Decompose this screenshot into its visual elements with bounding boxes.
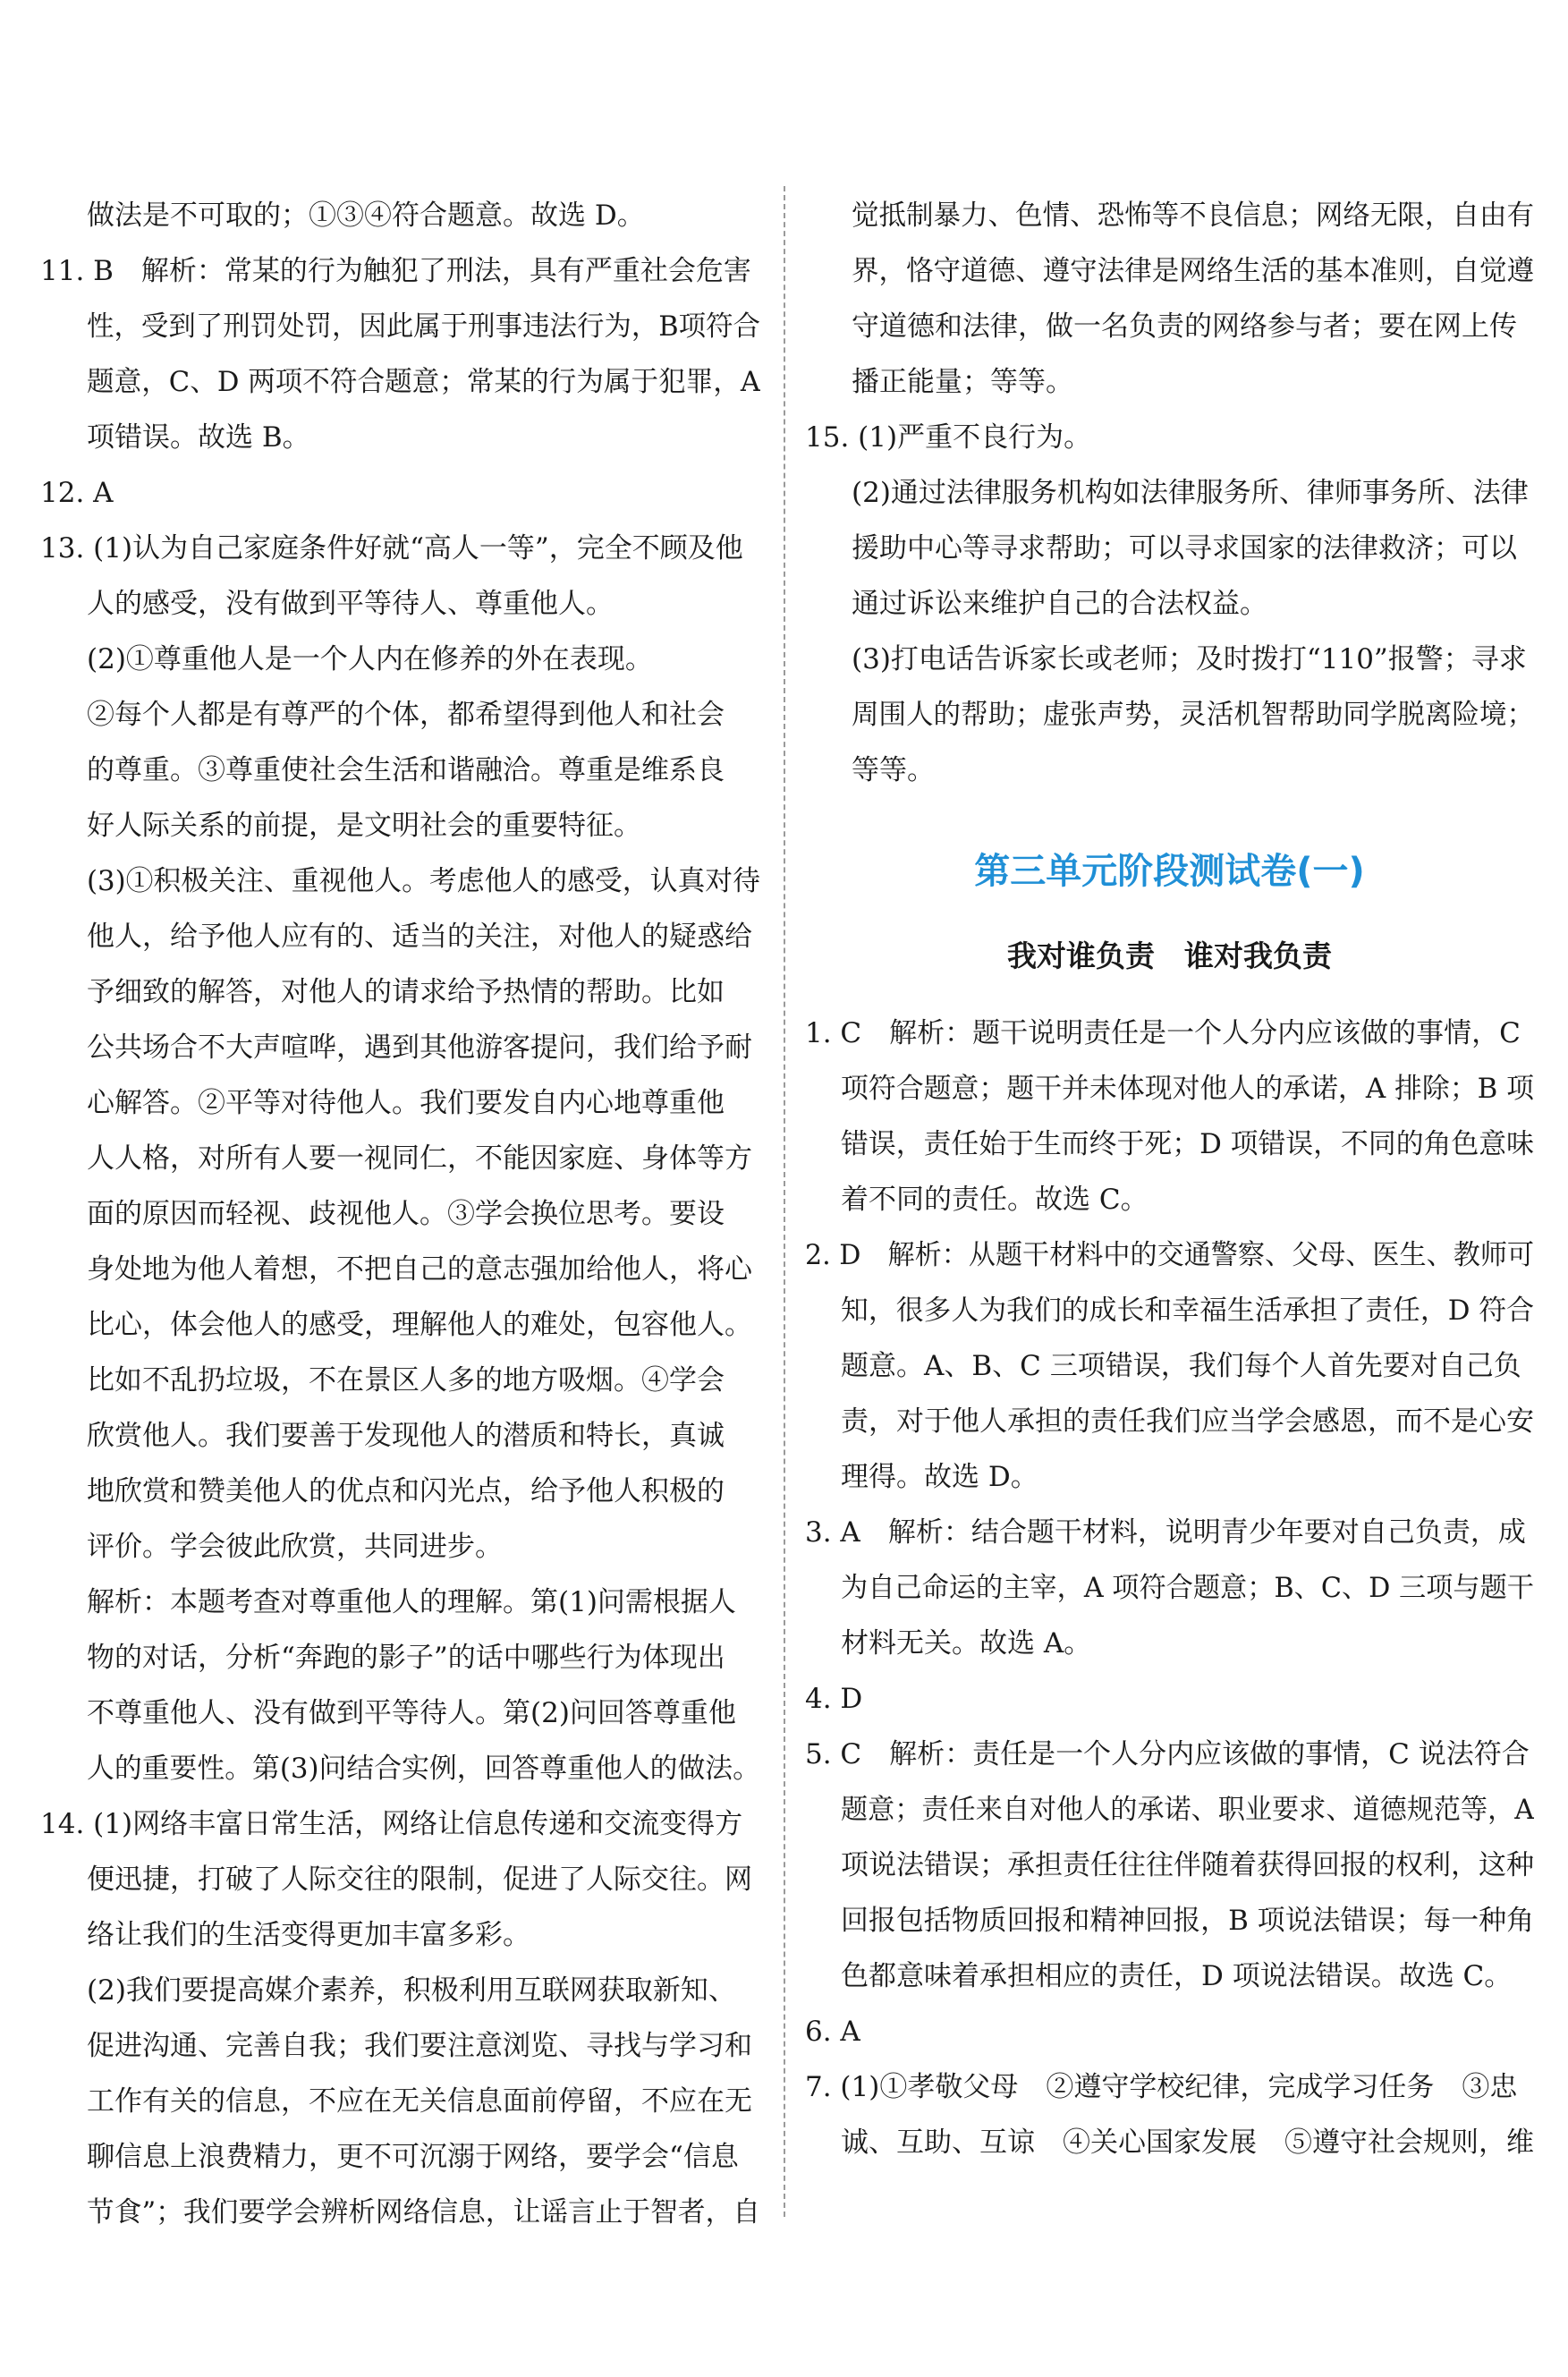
right-answers-continued — [805, 188, 1534, 798]
line-text: 性，受到了刑罚处罚，因此属于刑事违法行为，B项符合 — [87, 310, 760, 343]
text-line — [40, 1963, 760, 2018]
line-text: 题意，C、D 两项不符合题意；常某的行为属于犯罪，A — [87, 366, 760, 398]
text-line — [805, 2004, 1534, 2059]
text-line — [805, 2115, 1534, 2170]
line-text: 公共场合不大声喧哗，遇到其他游客提问，我们给予耐 — [87, 1031, 752, 1064]
text-line — [805, 1449, 1534, 1505]
line-text: 人人格，对所有人要一视同仁，不能因家庭、身体等方 — [87, 1142, 752, 1175]
text-line — [805, 1671, 1534, 1727]
line-text: 比心，体会他人的感受，理解他人的难处，包容他人。 — [87, 1309, 752, 1341]
line-text: 促进沟通、完善自我；我们要注意浏览、寻找与学习和 — [87, 2030, 752, 2062]
line-text: 14. (1)网络丰富日常生活，网络让信息传递和交流变得方 — [40, 1808, 743, 1840]
line-text: 援助中心等寻求帮助；可以寻求国家的法律救济；可以 — [852, 532, 1517, 565]
line-text: 做法是不可取的；①③④符合题意。故选 D。 — [87, 199, 645, 232]
text-line — [40, 2185, 760, 2240]
text-line — [40, 1575, 760, 1630]
line-text: 工作有关的信息，不应在无关信息面前停留，不应在无 — [87, 2085, 752, 2118]
line-text: 4. D — [805, 1683, 863, 1715]
text-line — [40, 798, 760, 853]
text-line — [40, 2129, 760, 2185]
line-text: 人的重要性。第(3)问结合实例，回答尊重他人的做法。 — [87, 1753, 760, 1785]
section-subtitle: 我对谁负责 谁对我负责 — [1007, 938, 1332, 973]
line-text: 12. A — [40, 477, 114, 509]
line-text: 项符合题意；题干并未体现对他人的承诺，A 排除；B 项 — [841, 1073, 1534, 1105]
line-text: 13. (1)认为自己家庭条件好就“高人一等”，完全不顾及他 — [40, 532, 743, 565]
line-text: 好人际关系的前提，是文明社会的重要特征。 — [87, 810, 641, 842]
text-line — [805, 1893, 1534, 1948]
text-line — [40, 909, 760, 964]
line-text: 他人，给予他人应有的、适当的关注，对他人的疑惑给 — [87, 921, 752, 953]
text-line — [40, 465, 760, 521]
text-line — [805, 576, 1534, 632]
text-line — [40, 354, 760, 410]
text-line — [40, 243, 760, 299]
line-text: 2. D 解析：从题干材料中的交通警察、父母、医生、教师可 — [805, 1239, 1534, 1271]
text-line — [805, 1283, 1534, 1338]
line-text: 节食”；我们要学会辨析网络信息，让谣言止于智者，自 — [87, 2196, 760, 2228]
text-line — [40, 299, 760, 354]
line-text: 觉抵制暴力、色情、恐怖等不良信息；网络无限，自由有 — [852, 199, 1534, 232]
line-text: 周围人的帮助；虚张声势，灵活机智帮助同学脱离险境； — [852, 699, 1534, 731]
line-text: 题意；责任来自对他人的承诺、职业要求、道德规范等，A — [841, 1794, 1534, 1826]
text-line — [805, 1616, 1534, 1671]
text-line — [805, 2059, 1534, 2115]
line-text: 播正能量；等等。 — [852, 366, 1073, 398]
line-text: 错误，责任始于生而终于死；D 项错误，不同的角色意味 — [841, 1128, 1534, 1160]
line-text: 3. A 解析：结合题干材料，说明青少年要对自己负责，成 — [805, 1516, 1526, 1549]
text-line — [40, 1630, 760, 1685]
line-text: 等等。 — [852, 754, 935, 786]
line-text: 予细致的解答，对他人的请求给予热情的帮助。比如 — [87, 976, 725, 1008]
line-text: 的尊重。③尊重使社会生活和谐融洽。尊重是维系良 — [87, 754, 725, 786]
text-line — [40, 1242, 760, 1297]
section-title: 第三单元阶段测试卷(一) — [974, 851, 1365, 892]
line-text: 比如不乱扔垃圾，不在景区人多的地方吸烟。④学会 — [87, 1364, 725, 1396]
text-line — [805, 1061, 1534, 1116]
line-text: 地欣赏和赞美他人的优点和闪光点，给予他人积极的 — [87, 1475, 725, 1507]
text-line — [40, 1685, 760, 1741]
text-line — [805, 1838, 1534, 1893]
text-line — [40, 1075, 760, 1131]
line-text: 着不同的责任。故选 C。 — [841, 1184, 1148, 1216]
line-text: 题意。A、B、C 三项错误，我们每个人首先要对自己负 — [841, 1350, 1521, 1382]
text-line — [40, 1464, 760, 1519]
text-line — [40, 1741, 760, 1796]
text-line — [805, 1394, 1534, 1449]
text-line — [805, 1116, 1534, 1172]
line-text: 人的感受，没有做到平等待人、尊重他人。 — [87, 588, 614, 620]
left-column — [40, 188, 760, 2240]
text-line — [40, 743, 760, 798]
text-line — [805, 1727, 1534, 1782]
line-text: 界，恪守道德、遵守法律是网络生活的基本准则，自觉遵 — [852, 255, 1534, 287]
line-text: 评价。学会彼此欣赏，共同进步。 — [87, 1531, 503, 1563]
text-line — [805, 521, 1534, 576]
text-line — [40, 1907, 760, 1963]
text-line — [40, 964, 760, 1020]
line-text: 通过诉讼来维护自己的合法权益。 — [852, 588, 1267, 620]
line-text: 理得。故选 D。 — [841, 1461, 1038, 1493]
text-line — [40, 1519, 760, 1575]
line-text: 5. C 解析：责任是一个人分内应该做的事情，C 说法符合 — [805, 1738, 1530, 1770]
text-line — [805, 1338, 1534, 1394]
text-line — [40, 410, 760, 465]
text-line — [40, 2018, 760, 2074]
line-text: 材料无关。故选 A。 — [841, 1627, 1092, 1660]
line-text: 身处地为他人着想，不把自己的意志强加给他人，将心 — [87, 1253, 752, 1286]
line-text: 欣赏他人。我们要善于发现他人的潜质和特长，真诚 — [87, 1420, 725, 1452]
text-line — [40, 1353, 760, 1408]
text-line — [805, 632, 1534, 687]
text-line — [40, 632, 760, 687]
line-text: 心解答。②平等对待他人。我们要发自内心地尊重他 — [87, 1087, 725, 1119]
line-text: 守道德和法律，做一名负责的网络参与者；要在网上传 — [852, 310, 1517, 343]
line-text: 11. B 解析：常某的行为触犯了刑法，具有严重社会危害 — [40, 255, 751, 287]
text-line — [40, 1131, 760, 1186]
line-text: 聊信息上浪费精力，更不可沉溺于网络，要学会“信息 — [87, 2141, 739, 2173]
text-line — [40, 687, 760, 743]
text-line — [40, 1020, 760, 1075]
text-line — [40, 1796, 760, 1852]
line-text: (2)通过法律服务机构如法律服务所、律师事务所、法律 — [852, 477, 1529, 509]
text-line — [805, 465, 1534, 521]
text-line — [40, 1852, 760, 1907]
text-line — [805, 687, 1534, 743]
line-text: 不尊重他人、没有做到平等待人。第(2)问回答尊重他 — [87, 1697, 736, 1729]
line-text: 物的对话，分析“奔跑的影子”的话中哪些行为体现出 — [87, 1642, 725, 1674]
line-text: 7. (1)①孝敬父母 ②遵守学校纪律，完成学习任务 ③忠 — [805, 2071, 1518, 2103]
text-line — [805, 354, 1534, 410]
line-text: 15. (1)严重不良行为。 — [805, 421, 1092, 454]
right-answers-unit3 — [805, 1006, 1534, 2170]
line-text: (2)我们要提高媒介素养，积极利用互联网获取新知、 — [87, 1974, 736, 2007]
line-text: 1. C 解析：题干说明责任是一个人分内应该做的事情，C — [805, 1017, 1521, 1049]
line-text: 回报包括物质回报和精神回报，B 项说法错误；每一种角 — [841, 1905, 1534, 1937]
line-text: ②每个人都是有尊严的个体，都希望得到他人和社会 — [87, 699, 725, 731]
text-line — [40, 521, 760, 576]
line-text: 项错误。故选 B。 — [87, 421, 310, 454]
text-line — [805, 1560, 1534, 1616]
text-line — [805, 299, 1534, 354]
line-text: (3)①积极关注、重视他人。考虑他人的感受，认真对待 — [87, 865, 760, 897]
line-text: 色都意味着承担相应的责任，D 项说法错误。故选 C。 — [841, 1960, 1513, 1992]
line-text: 责，对于他人承担的责任我们应当学会感恩，而不是心安 — [841, 1405, 1534, 1438]
line-text: 络让我们的生活变得更加丰富多彩。 — [87, 1919, 530, 1951]
text-line — [805, 1227, 1534, 1283]
column-divider — [784, 186, 785, 2217]
line-text: 面的原因而轻视、歧视他人。③学会换位思考。要设 — [87, 1198, 725, 1230]
line-text: 诚、互助、互谅 ④关心国家发展 ⑤遵守社会规则，维 — [841, 2127, 1534, 2159]
line-text: 便迅捷，打破了人际交往的限制，促进了人际交往。网 — [87, 1863, 752, 1896]
text-line — [805, 410, 1534, 465]
text-line — [805, 1782, 1534, 1838]
line-text: 知，很多人为我们的成长和幸福生活承担了责任，D 符合 — [841, 1295, 1534, 1327]
line-text: 6. A — [805, 2016, 860, 2048]
line-text: (2)①尊重他人是一个人内在修养的外在表现。 — [87, 643, 653, 675]
text-line — [805, 1948, 1534, 2004]
right-column — [805, 188, 1534, 2170]
text-line — [805, 188, 1534, 243]
text-line — [40, 1186, 760, 1242]
text-line — [40, 576, 760, 632]
text-line — [805, 1006, 1534, 1061]
text-line — [40, 2074, 760, 2129]
text-line — [40, 1408, 760, 1464]
line-text: 为自己命运的主宰，A 项符合题意；B、C、D 三项与题干 — [841, 1572, 1534, 1604]
text-line — [805, 1505, 1534, 1560]
text-line — [40, 1297, 760, 1353]
text-line — [40, 853, 760, 909]
text-line — [805, 743, 1534, 798]
line-text: 项说法错误；承担责任往往伴随着获得回报的权利，这种 — [841, 1849, 1534, 1881]
line-text: 解析：本题考查对尊重他人的理解。第(1)问需根据人 — [87, 1586, 736, 1618]
text-line — [805, 1172, 1534, 1227]
line-text: (3)打电话告诉家长或老师；及时拨打“110”报警；寻求 — [852, 643, 1527, 675]
text-line — [805, 243, 1534, 299]
text-line — [40, 188, 760, 243]
